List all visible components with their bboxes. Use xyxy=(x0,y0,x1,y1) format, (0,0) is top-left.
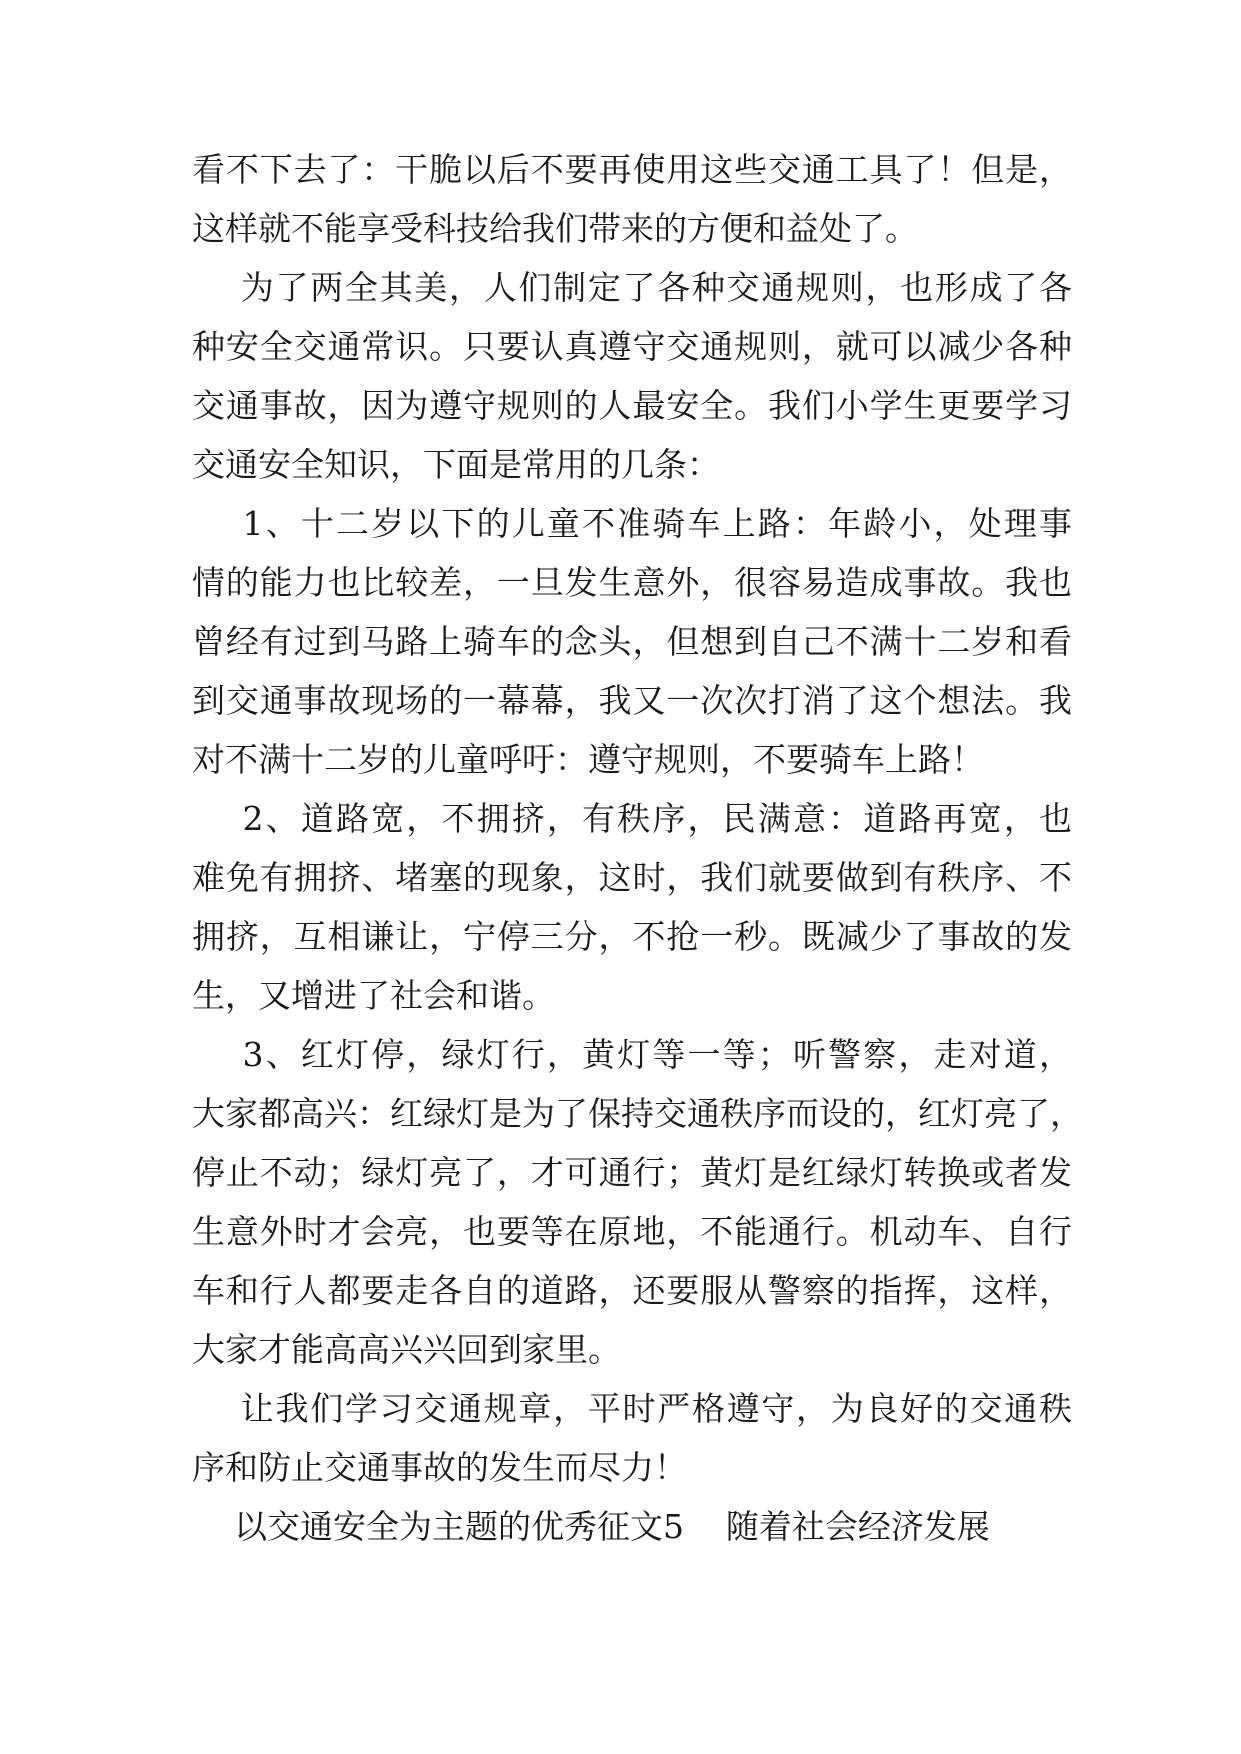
text-line: 大家才能高高兴兴回到家里。 xyxy=(192,1330,621,1369)
text-line: 情的能力也比较差，一旦发生意外，很容易造成事故。我也 xyxy=(192,563,1072,602)
text-line: 大家都高兴：红绿灯是为了保持交通秩序而设的，红灯亮了， xyxy=(192,1094,1083,1133)
text-line: 让我们学习交通规章，平时严格遵守，为良好的交通秩 xyxy=(192,1389,1072,1428)
text-line: 停止不动；绿灯亮了，才可通行；黄灯是红绿灯转换或者发 xyxy=(192,1153,1072,1192)
text-line: 这样就不能享受科技给我们带来的方便和益处了。 xyxy=(192,209,918,248)
text-line: 难免有拥挤、堵塞的现象，这时，我们就要做到有秩序、不 xyxy=(192,858,1072,897)
text-line: 交通安全知识，下面是常用的几条： xyxy=(192,445,720,484)
text-line: 曾经有过到马路上骑车的念头，但想到自己不满十二岁和看 xyxy=(192,622,1072,661)
text-line: 种安全交通常识。只要认真遵守交通规则，就可以减少各种 xyxy=(192,327,1072,366)
text-line: 1、十二岁以下的儿童不准骑车上路：年龄小，处理事 xyxy=(192,504,1072,543)
text-line: 到交通事故现场的一幕幕，我又一次次打消了这个想法。我 xyxy=(192,681,1072,720)
text-line: 2、道路宽，不拥挤，有秩序，民满意：道路再宽，也 xyxy=(192,799,1072,838)
text-line: 生，又增进了社会和谐。 xyxy=(192,976,555,1015)
text-line: 对不满十二岁的儿童呼吁：遵守规则，不要骑车上路！ xyxy=(192,740,984,779)
text-line: 看不下去了：干脆以后不要再使用这些交通工具了！但是， xyxy=(192,150,1072,189)
text-line: 拥挤，互相谦让，宁停三分，不抢一秒。既减少了事故的发 xyxy=(192,917,1072,956)
text-line: 为了两全其美，人们制定了各种交通规则，也形成了各 xyxy=(192,268,1072,307)
text-line: 交通事故，因为遵守规则的人最安全。我们小学生更要学习 xyxy=(192,386,1072,425)
text-line: 序和防止交通事故的发生而尽力！ xyxy=(192,1448,687,1487)
text-line: 车和行人都要走各自的道路，还要服从警察的指挥，这样， xyxy=(192,1271,1072,1310)
text-line: 以交通安全为主题的优秀征文5 随着社会经济发展 xyxy=(192,1507,990,1546)
text-line: 生意外时才会亮，也要等在原地，不能通行。机动车、自行 xyxy=(192,1212,1072,1251)
text-line: 3、红灯停，绿灯行，黄灯等一等；听警察，走对道， xyxy=(192,1035,1072,1074)
